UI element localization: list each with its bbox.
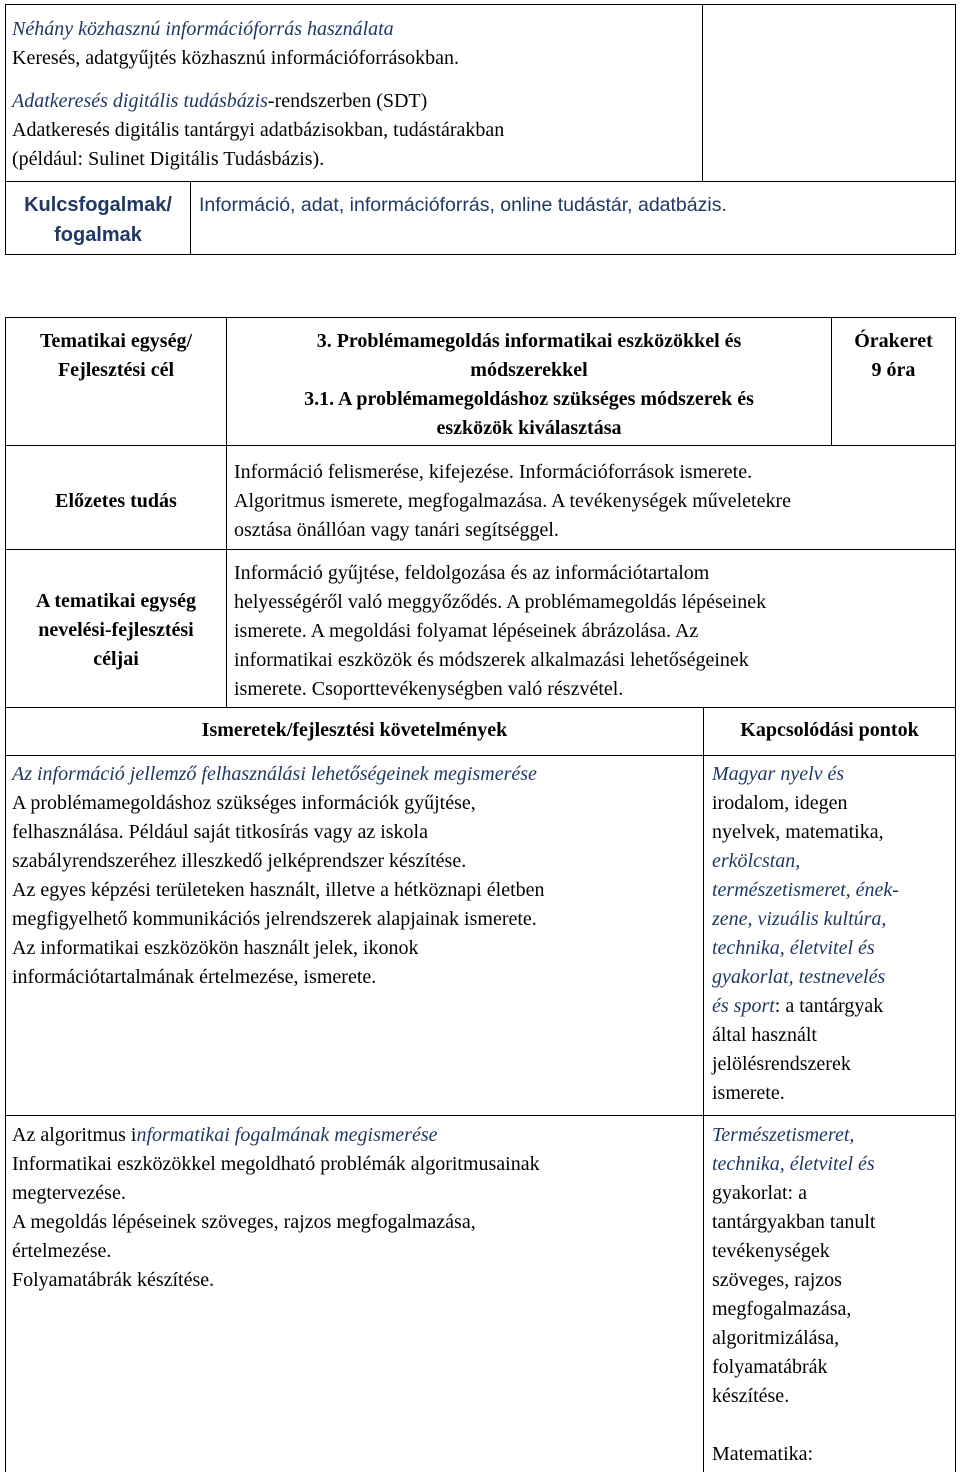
t1-bottom-border xyxy=(5,254,956,255)
t2-row5-border xyxy=(5,1115,956,1116)
unit-title: 3. Problémamegoldás informatikai eszközökkel és módszerekkel 3.1. A problémamegoldáshoz szükséges módszerek és eszközök kiválasztása xyxy=(304,330,754,439)
t1-col-divider-top xyxy=(702,4,703,181)
elozetes-tudas-label: Előzetes tudás xyxy=(55,490,177,512)
kapcsolodasi-block1: Magyar nyelv és irodalom, idegen nyelvek, matematika, erkölcstan, természetismeret, ének- zene, vizuális kultúra, technika, életvitel és gyakorlat, testnevelés és sport: a tantárgyak által használt jelölésrendszerek ismerete. xyxy=(712,763,899,1104)
t1-mid-border xyxy=(5,181,956,182)
topic-line-5: (például: Sulinet Digitális Tudásbázis). xyxy=(12,148,325,170)
block1-text: Az információ jellemző felhasználási lehetőségeinek megismerése A problémamegoldáshoz szükséges információk gyűjtése, felhasználása. Például saját titkosírás vagy az iskola szabályrendszeréhez illeszkedő jelképrendszer készítése. Az egyes képzési területeken használt, illetve a hétköznapi életben megfigyelhető kommunikációs jelrendszerek alapjainak ismerete. Az informatikai eszközökön használt jelek, ikonok információtartalmának értelmezése, ismerete. xyxy=(12,760,545,992)
block2-text: Az algoritmus informatikai fogalmának megismerése Informatikai eszközökkel megoldható problémák algoritmusainak megtervezése. A megoldás lépéseinek szöveges, rajzos megfogalmazása, értelmezése. Folyamatábrák készítése. xyxy=(12,1121,540,1295)
t2-kapcsolodasi-divider xyxy=(703,707,704,1472)
topic-line-3: Adatkeresés digitális tudásbázis-rendszerben (SDT) xyxy=(12,90,428,112)
topic-line-2: Keresés, adatgyűjtés közhasznú információforrásokban. xyxy=(12,47,460,69)
t2-top-border xyxy=(5,317,956,318)
topic-line-1: Néhány közhasznú információforrás használata xyxy=(12,18,394,40)
t2-row1-border xyxy=(5,445,956,446)
block2-heading: Az algoritmus informatikai fogalmának megismerése xyxy=(12,1124,438,1146)
ismeretek-header: Ismeretek/fejlesztési követelmények xyxy=(201,719,508,741)
t2-right-border xyxy=(955,317,956,1472)
kapcsolodasi-block2: Természetismeret, technika, életvitel és gyakorlat: a tantárgyakban tanult tevékenységek szöveges, rajzos megfogalmazása, algoritmizálása, folyamatábrák készítése. xyxy=(712,1124,876,1407)
orakeret: Órakeret 9 óra xyxy=(854,330,933,381)
block1-heading: Az információ jellemző felhasználási lehetőségeinek megismerése xyxy=(12,763,537,785)
t2-row3-border xyxy=(5,707,956,708)
kulcsfogalmak-label: Kulcsfogalmak/ fogalmak xyxy=(24,194,172,246)
elozetes-tudas-text: Információ felismerése, kifejezése. Információforrások ismerete. Algoritmus ismerete, megfogalmazása. A tevékenységek műveletekre osztása önállóan vagy tanári segítséggel. xyxy=(234,461,792,541)
t1-right-border xyxy=(955,4,956,254)
t1-top-border xyxy=(5,4,956,5)
t1-col-divider-bottom xyxy=(190,181,191,254)
celjai-label: A tematikai egység nevelési-fejlesztési céljai xyxy=(36,590,196,670)
tematikai-egyseg-label: Tematikai egység/ Fejlesztési cél xyxy=(39,330,193,381)
t2-row2-border xyxy=(5,549,956,550)
kulcsfogalmak-value: Információ, adat, információforrás, online tudástár, adatbázis. xyxy=(199,194,727,216)
kapcsolodasi-header: Kapcsolódási pontok xyxy=(740,719,919,741)
celjai-text: Információ gyűjtése, feldolgozása és az információtartalom helyességéről való meggyőződés. A problémamegoldás lépéseinek ismerete. A megoldási folyamat lépéseinek ábrázolása. Az informatikai eszközök és módszerek alkalmazási lehetőségeinek ismerete. Csoporttevékenységben való részvétel. xyxy=(234,562,767,700)
topic-line-4: Adatkeresés digitális tantárgyi adatbázisokban, tudástárakban xyxy=(12,119,505,141)
t2-row4-border xyxy=(5,755,956,756)
kapcsolodasi-matematika: Matematika: xyxy=(712,1443,814,1465)
topic-text-block xyxy=(12,15,504,174)
